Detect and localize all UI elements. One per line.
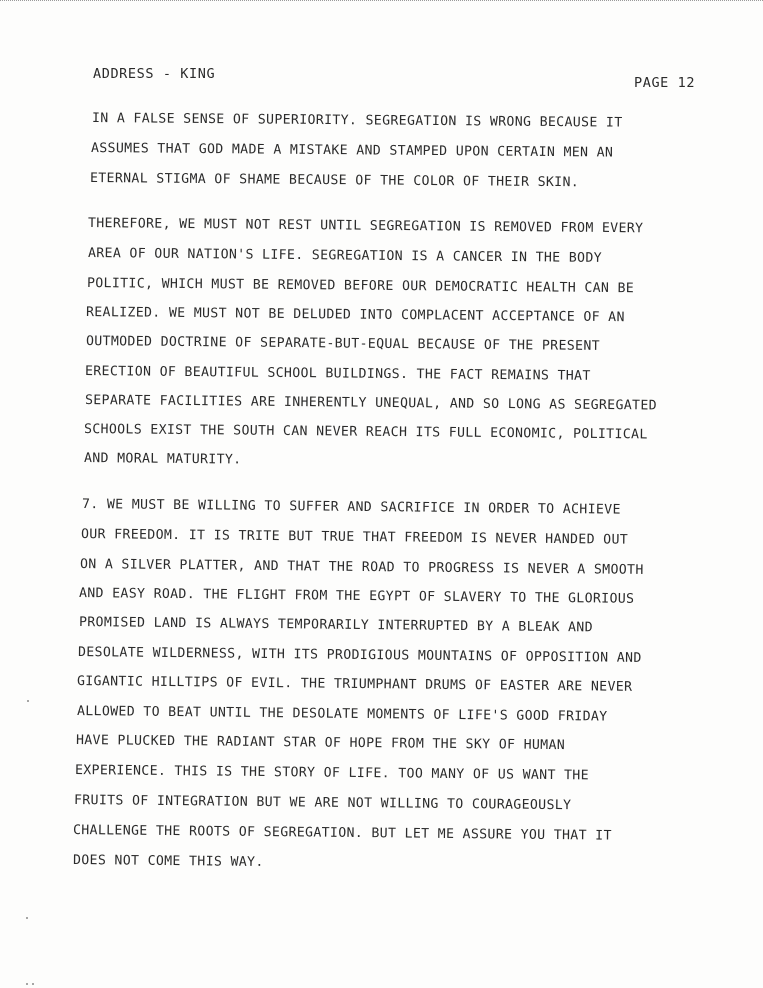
scan-speck [27,700,29,702]
text-line: EXPERIENCE. THIS IS THE STORY OF LIFE. TOO MANY OF US WANT THE [74,763,590,784]
page-number: PAGE 12 [634,75,696,91]
text-line: AND EASY ROAD. THE FLIGHT FROM THE EGYPT OF SLAVERY TO THE GLORIOUS [78,586,635,607]
text-line: REALIZED. WE MUST NOT BE DELUDED INTO COMPLACENT ACCEPTANCE OF AN [85,305,625,326]
text-line: THEREFORE, WE MUST NOT REST UNTIL SEGREGATION IS REMOVED FROM EVERY [87,216,644,237]
text-line: ALLOWED TO BEAT UNTIL THE DESOLATE MOMENTS OF LIFE'S GOOD FRIDAY [76,704,608,725]
text-line: SCHOOLS EXIST THE SOUTH CAN NEVER REACH ITS FULL ECONOMIC, POLITICAL [83,422,648,443]
text-line: CHALLENGE THE ROOTS OF SEGREGATION. BUT LET ME ASSURE YOU THAT IT [72,823,612,844]
text-line: POLITIC, WHICH MUST BE REMOVED BEFORE OUR DEMOCRATIC HEALTH CAN BE [86,276,635,297]
text-line: ERECTION OF BEAUTIFUL SCHOOL BUILDINGS. THE FACT REMAINS THAT [84,364,591,384]
text-line: OUR FREEDOM. IT IS TRITE BUT TRUE THAT FREEDOM IS NEVER HANDED OUT [80,527,629,548]
scan-speck [26,917,28,919]
text-line: OUTMODED DOCTRINE OF SEPARATE-BUT-EQUAL BECAUSE OF THE PRESENT [85,334,601,354]
text-line: DESOLATE WILDERNESS, WITH ITS PRODIGIOUS MOUNTAINS OF OPPOSITION AND [77,645,642,666]
text-line: AREA OF OUR NATION'S LIFE. SEGREGATION IS A CANCER IN THE BODY [87,246,603,266]
top-perforation [0,0,763,4]
text-line: ON A SILVER PLATTER, AND THAT THE ROAD TO PROGRESS IS NEVER A SMOOTH [79,557,644,578]
text-line: PROMISED LAND IS ALWAYS TEMPORARILY INTERRUPTED BY A BLEAK AND [78,615,594,636]
text-line: AND MORAL MATURITY. [83,451,242,468]
document-title: ADDRESS - KING [93,66,216,82]
text-line: 7. WE MUST BE WILLING TO SUFFER AND SACRIFICE IN ORDER TO ACHIEVE [81,497,621,518]
text-line: IN A FALSE SENSE OF SUPERIORITY. SEGREGATION IS WRONG BECAUSE IT [91,111,623,131]
text-line: ASSUMES THAT GOD MADE A MISTAKE AND STAMPED UPON CERTAIN MEN AN [90,141,614,161]
text-line: SEPARATE FACILITIES ARE INHERENTLY UNEQUAL, AND SO LONG AS SEGREGATED [84,393,658,414]
text-line: DOES NOT COME THIS WAY. [72,853,264,870]
text-line: FRUITS OF INTEGRATION BUT WE ARE NOT WILLING TO COURAGEOUSLY [73,793,572,814]
scan-speck [26,983,28,985]
text-line: GIGANTIC HILLTIPS OF EVIL. THE TRIUMPHANT DRUMS OF EASTER ARE NEVER [76,674,633,695]
text-line: HAVE PLUCKED THE RADIANT STAR OF HOPE FROM THE SKY OF HUMAN [75,733,566,754]
scan-speck [32,983,34,985]
text-line: ETERNAL STIGMA OF SHAME BECAUSE OF THE COLOR OF THEIR SKIN. [89,171,580,191]
